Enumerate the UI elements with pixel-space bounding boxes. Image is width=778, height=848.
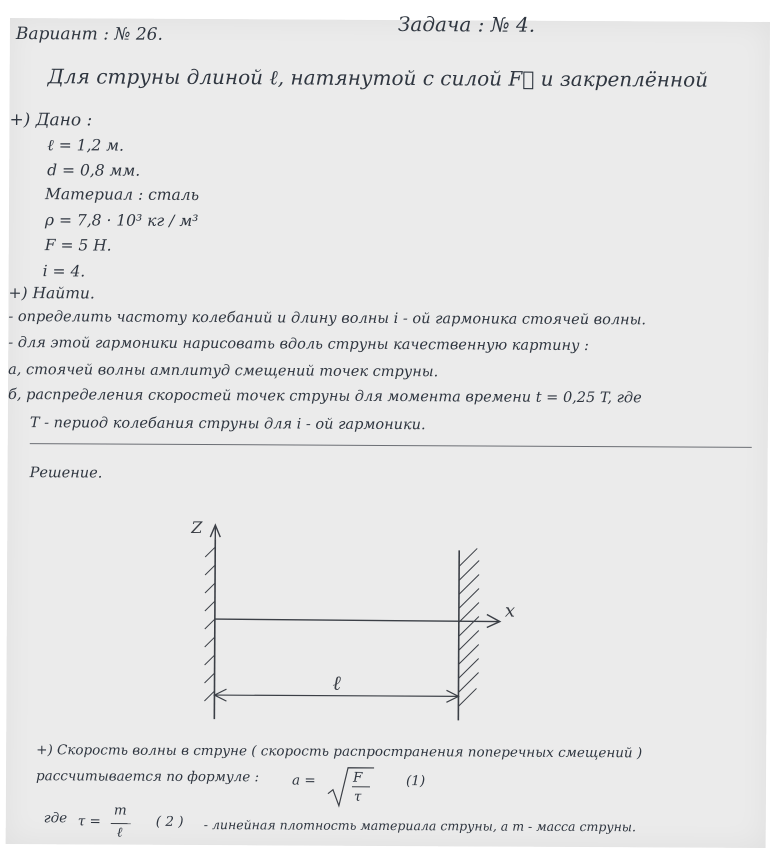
length-label: ℓ — [332, 671, 341, 695]
find-heading: +) Найти. — [9, 286, 95, 302]
length-dimension-line — [214, 695, 458, 696]
find-item: - определить частоту колебаний и длину волны i - ой гармоника стоячей волны. — [8, 310, 646, 328]
formula2-numerator: m — [114, 805, 127, 819]
formula2-tag: ( 2 ) — [156, 816, 184, 830]
given-heading: +) Дано : — [9, 112, 92, 129]
right-wall-hatching — [458, 548, 479, 706]
given-item: d = 0,8 мм. — [47, 163, 140, 179]
string-diagram — [6, 18, 770, 848]
formula1-denominator: τ — [354, 791, 362, 805]
find-item: - для этой гармоники нарисовать вдоль струны качественную картину : — [8, 336, 589, 354]
problem-intro: Для струны длиной ℓ, натянутой с силой F⃗ и закреплённой — [48, 66, 708, 89]
find-item: б, распределения скоростей точек струны для момента времени t = 0,25 T, где — [8, 388, 642, 406]
variant-label: Вариант : № 26. — [16, 26, 163, 44]
solution-line-velocity: +) Скорость волны в струне ( скорость распространения поперечных смещений ) — [36, 744, 642, 761]
given-item: F = 5 Н. — [45, 238, 112, 254]
task-label: Задача : № 4. — [398, 14, 535, 35]
formula1-tag: (1) — [406, 775, 425, 789]
solution-heading: Решение. — [30, 466, 103, 481]
solution-line-where: где — [44, 812, 67, 826]
solution-line-formula: рассчитывается по формуле : — [36, 770, 259, 785]
formula1-numerator: F — [353, 772, 362, 786]
given-item: Материал : сталь — [45, 187, 199, 203]
formula1-lhs: a = — [292, 774, 316, 788]
x-axis-label: x — [505, 601, 515, 622]
given-item: ρ = 7,8 · 10³ кг / м³ — [45, 213, 199, 229]
find-item: а, стоячей волны амплитуд смещений точек струны. — [8, 363, 438, 380]
given-item: i = 4. — [43, 264, 86, 280]
find-item: T - период колебания струны для i - ой гармоники. — [30, 416, 426, 433]
notebook-page — [6, 18, 770, 848]
given-item: ℓ = 1,2 м. — [47, 138, 124, 154]
sqrt-sign — [326, 764, 376, 810]
z-axis-label: Z — [190, 518, 203, 537]
solution-line-density: - линейная плотность материала струны, а m - масса струны. — [204, 819, 636, 834]
left-wall-hatching — [204, 547, 215, 701]
formula2-lhs: τ = — [78, 815, 101, 829]
string-x-axis — [215, 619, 499, 621]
formula2-denominator: ℓ — [117, 827, 123, 841]
